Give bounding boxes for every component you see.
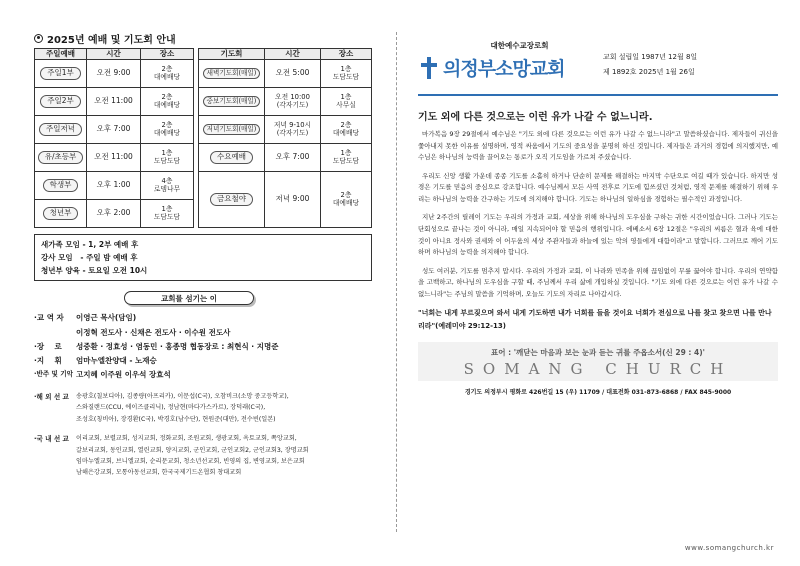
notice-item: 청년부 양육 - 토요일 오전 10시 bbox=[41, 266, 148, 276]
list-item: 이정혁 전도사 · 신채은 전도사 · 이수원 전도사 bbox=[76, 327, 231, 337]
prayer-place: 1층 사무실 bbox=[321, 88, 372, 116]
worship-header: 장소 bbox=[141, 49, 194, 60]
paragraph: 마가복음 9장 29절에서 예수님은 "기도 외에 다른 것으로는 이런 유가 나갈 수 없느니라"고 말씀하셨습니다. 제자들이 귀신을 쫓아내지 못한 이유를 설명하며, 영적 싸움에서 기도의 중요성을 분명히 하신 것입니다. 제자들은 과거의 경험에 의지했지만, 예수님은 하나님의 능력을 끌어오는 통로가 오직 기도임을 가르쳐 주셨습니다. bbox=[418, 130, 778, 162]
church-address: 경기도 의정부시 평화로 426번길 15 (우) 11709 / 대표전화 031-873-6868 / FAX 845-9000 bbox=[464, 388, 732, 396]
service-name: 청년부 bbox=[43, 207, 79, 220]
worship-header: 주일예배 bbox=[35, 49, 87, 60]
service-place: 4층 로뎀나무 bbox=[141, 172, 194, 200]
prayer-time: 오전 10:00 (각자기도) bbox=[265, 88, 321, 116]
issue-meta bbox=[603, 40, 697, 81]
somang-church-wordmark: SOMANG CHURCH bbox=[463, 359, 733, 378]
service-time: 오전 11:00 bbox=[87, 144, 141, 172]
service-place: 2층 대예배당 bbox=[141, 116, 194, 144]
paragraph: 지난 2주간의 릴레이 기도는 우리의 가정과 교회, 세상을 위해 하나님의 도우심을 구하는 귀한 시간이었습니다. 그러나 기도는 단회성으로 끝나는 것이 아니라, 매일 지속되어야 할 믿음의 행위입니다. 에베소서 6장 12절은 "우리의 씨름은 혈과 육에 대한 것이 아니요 정사와 권세와 이 어두움의 세상 주관자들과 하늘에 있는 악의 영들에게 대함이라"고 말합니다. 그러므로 깨어 기도하며 하나님의 능력을 의지해야 합니다. bbox=[418, 213, 778, 257]
right-panel bbox=[418, 40, 778, 396]
table-row bbox=[35, 60, 194, 88]
schedule-tables bbox=[34, 48, 374, 228]
motto: 표어 : '깨닫는 마음과 보는 눈과 듣는 귀를 주옵소서(신 29 : 4)' bbox=[491, 347, 705, 357]
servants-title: 교회를 섬기는 이 bbox=[124, 291, 254, 305]
table-row bbox=[199, 144, 372, 172]
prayer-time: 오후 7:00 bbox=[265, 144, 321, 172]
prayer-header: 기도회 bbox=[199, 49, 265, 60]
prayer-time: 저녁 9:00 bbox=[265, 172, 321, 228]
service-time: 오전 9:00 bbox=[87, 60, 141, 88]
table-row bbox=[35, 88, 194, 116]
service-name: 유/초등부 bbox=[38, 151, 84, 164]
table-row bbox=[199, 116, 372, 144]
prayer-place: 1층 도담도담 bbox=[321, 60, 372, 88]
prayer-place: 2층 대예배당 bbox=[321, 172, 372, 228]
denomination: 대한예수교장로회 bbox=[490, 41, 549, 50]
header-rule bbox=[418, 94, 778, 96]
paragraph: 우리도 신앙 생활 가운데 종종 기도를 소홀히 하거나 단순히 문제를 해결하는 마지막 수단으로 여길 때가 있습니다. 하지만 성경은 기도를 믿음의 중심으로 강조합니다. 예수님께서 모든 사역 전후로 기도에 힘쓰셨던 것처럼, 영적 문제를 해결하기 위해 우리는 하나님의 능력을 간구하는 기도에 의지해야 합니다. 기도는 하나님의 일하심을 경험하는 필수적인 과정입니다. bbox=[418, 171, 778, 203]
list-item: 남해은강교회, 모통아동선교회, 한국국제기드온협회 창대교회 bbox=[76, 469, 242, 477]
notice-item: 새가족 모임 - 1, 2부 예배 후 bbox=[41, 240, 139, 249]
prayer-name: 저녁기도회(매일) bbox=[203, 124, 261, 136]
prayer-time: 오전 5:00 bbox=[265, 60, 321, 88]
motto-box bbox=[418, 342, 778, 381]
left-panel bbox=[34, 30, 374, 479]
prayer-table bbox=[198, 48, 372, 228]
list-item: ·교 역 자 이영근 목사(담임) bbox=[34, 313, 137, 323]
prayer-name: 수요예배 bbox=[210, 151, 253, 164]
worship-table bbox=[34, 48, 194, 228]
list-item: 이리교회, 보렬교회, 성지교회, 정화교회, 조원교회, 생광교회, 옥토교회, 쪽앙교회, bbox=[76, 435, 297, 443]
cross-icon bbox=[418, 57, 440, 79]
table-row bbox=[35, 144, 194, 172]
website-link[interactable]: www.somangchurch.kr bbox=[684, 544, 774, 552]
worship-header: 시간 bbox=[87, 49, 141, 60]
prayer-header: 장소 bbox=[321, 49, 372, 60]
service-name: 주일1부 bbox=[40, 67, 81, 80]
list-item: 임마누엘교회, 브니엘교회, 순리문교회, 청소년선교회, 빈영의 집, 변영교회, 보은교회 bbox=[76, 457, 305, 465]
list-item: 갈보리교회, 동인교회, 열린교회, 양지교회, 군인교회, 군인교회2, 군인교회3, 장명교회 bbox=[76, 446, 309, 454]
service-time: 오후 7:00 bbox=[87, 116, 141, 144]
table-row bbox=[35, 116, 194, 144]
service-time: 오후 2:00 bbox=[87, 200, 141, 228]
notice-box bbox=[34, 234, 372, 281]
prayer-name: 새벽기도회(매일) bbox=[203, 68, 261, 80]
prayer-header: 시간 bbox=[265, 49, 321, 60]
fold-divider bbox=[396, 32, 397, 532]
sermon-title: 기도 외에 다른 것으로는 이런 유가 나갈 수 없느니라. bbox=[418, 112, 653, 123]
table-row bbox=[199, 172, 372, 228]
list-item: ·장 로 성중환 · 정효성 · 염동민 · 홍종명 협동장로 : 최현식 · 지명준 bbox=[34, 341, 279, 351]
notice-item: 강사 모임 - 주일 밤 예배 후 bbox=[41, 253, 138, 263]
table-row bbox=[35, 172, 194, 200]
table-row bbox=[35, 200, 194, 228]
prayer-time: 저녁 9-10시 (각자기도) bbox=[265, 116, 321, 144]
domestic-missions: ·국 내 선 교 이리교회, 보렬교회, 성지교회, 정화교회, 조원교회, 생광교회, 옥토교회, 쪽앙교회, 갈보리교회, 동인교회, 열린교회, 양지교회, 군인교회, 군인교회2, 군인교회3, 장명교회 임마누엘교회, 브니엘교회, 순리문교회, 청소년선교회, 빈영의 집, 변영교회, 보은교회 남해은강교회, 모통아동선교회, 한국국제기드온협회 창대교회 bbox=[34, 433, 374, 479]
service-place: 1층 도담도담 bbox=[141, 144, 194, 172]
scripture-verse: "너희는 내게 부르짖으며 와서 내게 기도하면 내가 너희를 들을 것이요 너희가 전심으로 나를 찾고 찾으면 나를 만나리라"(예레미야 29:12-13) bbox=[418, 309, 772, 330]
list-item: 송광호(칠보디아), 김종량(아프리카), 이문섭(C국), 오참비크(소망 중고등학교), bbox=[76, 392, 289, 400]
church-name: 의정부소망교회 bbox=[443, 58, 565, 80]
service-place: 1층 도담도담 bbox=[141, 200, 194, 228]
service-place: 2층 대예배당 bbox=[141, 88, 194, 116]
bulletin-header bbox=[418, 40, 778, 88]
prayer-place: 2층 대예배당 bbox=[321, 116, 372, 144]
service-name: 학생부 bbox=[43, 179, 79, 192]
list-item: ·지 휘 엄마누엘찬양대 - 노재승 bbox=[34, 356, 157, 366]
founded-date: 교회 설립일 1987년 12월 8일 bbox=[603, 53, 698, 61]
table-row bbox=[199, 88, 372, 116]
service-name: 주일2부 bbox=[40, 95, 81, 108]
service-time: 오전 11:00 bbox=[87, 88, 141, 116]
service-name: 주일저녁 bbox=[39, 123, 82, 136]
list-item: 스와질랜드(CCU, 에이즈클리닉), 정남현(마다가스카르), 장덕래(C국), bbox=[76, 404, 266, 412]
overseas-missions: ·해 외 선 교 송광호(칠보디아), 김종량(아프리카), 이문섭(C국), 오참비크(소망 중고등학교), 스와질랜드(CCU, 에이즈클리닉), 정남현(마다가스카르), 장덕래(C국), 조성호(칭비아), 장경환(C국), 박경호(남수단), 현원준(대만), 전수빈(일본) bbox=[34, 391, 374, 425]
list-item: ·반주 및 기악 고지혜 이주원 이우석 장효석 bbox=[34, 370, 171, 380]
list-item: 조성호(칭비아), 장경환(C국), 박경호(남수단), 현원준(대만), 전수빈(일본) bbox=[76, 415, 276, 423]
church-logo bbox=[418, 40, 593, 81]
bullseye-icon bbox=[34, 34, 43, 43]
sermon-body bbox=[418, 129, 778, 300]
service-place: 2층 대예배당 bbox=[141, 60, 194, 88]
prayer-name: 금요철야 bbox=[210, 193, 253, 206]
paragraph: 성도 여러분, 기도를 멈추지 맙시다. 우리의 가정과 교회, 이 나라와 민족을 위해 끊임없이 무릎 꿇어야 합니다. 우리의 연약함을 고백하고, 하나님의 도우심을 구할 때, 주님께서 우리 삶에 개입하실 것입니다. "기도 외에 다른 것으로는 이런 유가 나갈 수 없느니라"는 주님의 말씀을 기억하며, 오늘도 기도의 자리로 나아갑시다. bbox=[418, 266, 778, 298]
table-row bbox=[199, 60, 372, 88]
servants-list bbox=[34, 311, 374, 382]
prayer-place: 1층 도담도담 bbox=[321, 144, 372, 172]
prayer-name: 중보기도회(매일) bbox=[203, 96, 261, 108]
service-time: 오후 1:00 bbox=[87, 172, 141, 200]
schedule-title: 2025년 예배 및 기도회 안내 bbox=[34, 30, 374, 46]
issue-number: 제 1892호 2025년 1월 26일 bbox=[603, 68, 695, 77]
